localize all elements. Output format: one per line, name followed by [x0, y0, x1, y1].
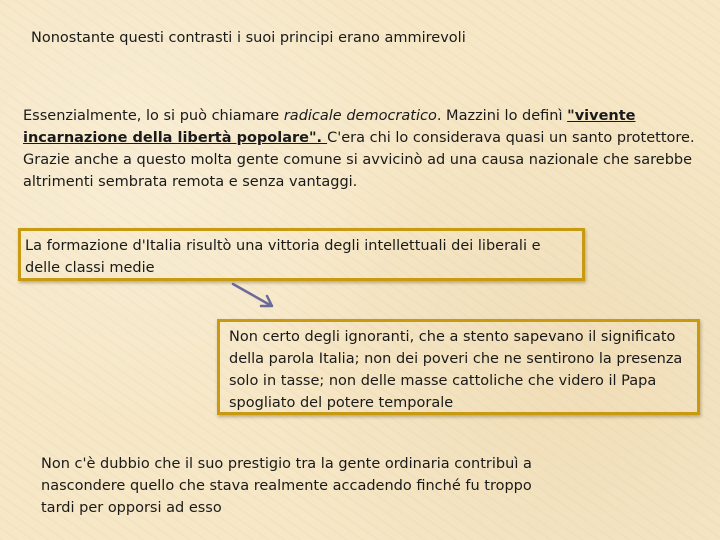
paragraph-prestige: Non c'è dubbio che il suo prestigio tra la gente ordinaria contribuì a nascondere quello che stava realmente accadendo finché fu troppo tardi per opporsi ad esso: [41, 456, 532, 516]
paragraph-quote-emphasis: "vivente incarnazione della libertà popolare".: [23, 108, 636, 146]
callout-box-exclusions: [217, 319, 700, 415]
paragraph-text-part: . Mazzini lo definì: [436, 108, 568, 124]
paragraph-text-part: C'era chi lo considerava quasi un santo protettore. Grazie anche a questo molta gente comune si avvicinò ad una causa nazionale che sarebbe altrimenti sembrata remota e senza vantaggi.: [23, 130, 695, 190]
paragraph-italic-term: radicale democratico: [283, 108, 437, 124]
paragraph-mazzini: [23, 105, 703, 193]
callout-box-formation-text: La formazione d'Italia risultò una vittoria degli intellettuali dei liberali e delle classi medie: [25, 238, 541, 276]
callout-box-formation: [18, 228, 585, 281]
slide-heading: Nonostante questi contrasti i suoi principi erano ammirevoli: [31, 30, 466, 46]
paragraph-text-part: Essenzialmente, lo si può chiamare: [23, 108, 284, 124]
arrow-down-right-icon: [230, 281, 280, 311]
callout-box-exclusions-text: Non certo degli ignoranti, che a stento sapevano il significato della parola Italia; non dei poveri che ne sentirono la presenza solo in tasse; non delle masse cattoliche che videro il Papa spogliato del potere temporale: [229, 329, 683, 411]
